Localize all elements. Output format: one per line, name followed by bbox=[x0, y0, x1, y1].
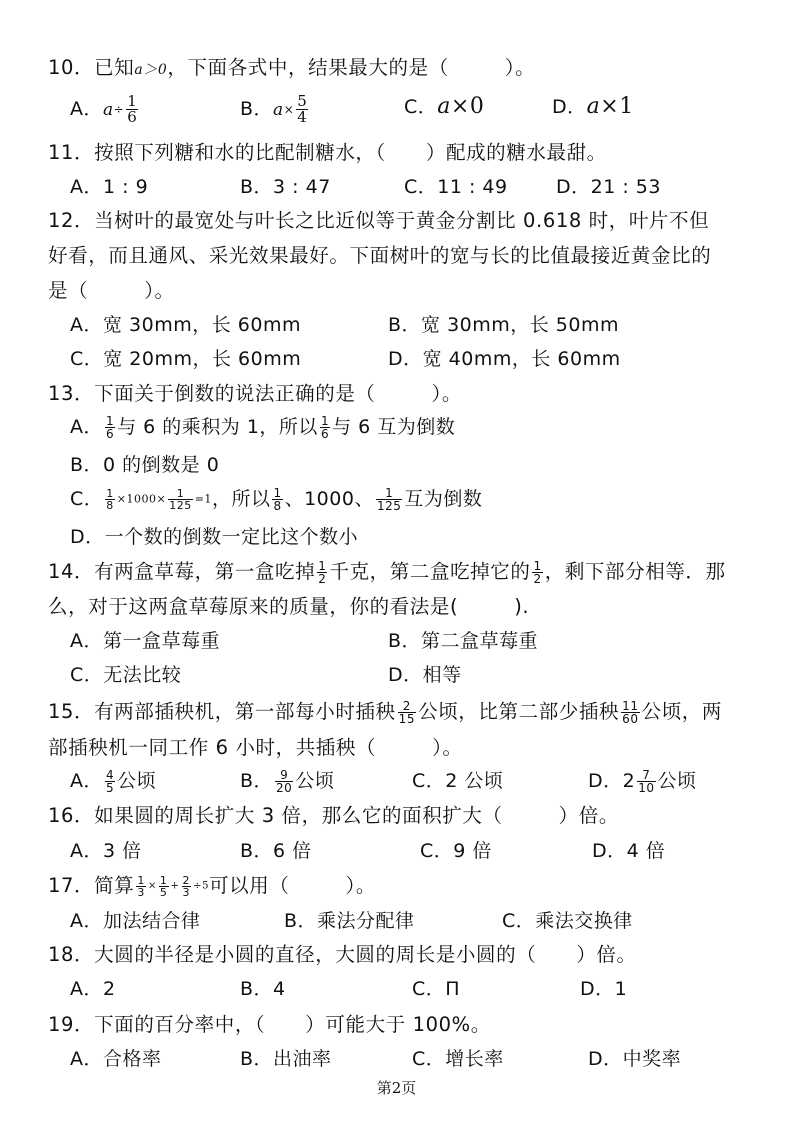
question-14-option-d: D．相等 bbox=[388, 664, 462, 686]
question-13-stem: 13．下面关于倒数的说法正确的是（ ）。 bbox=[48, 382, 462, 405]
question-18-option-a: A．2 bbox=[70, 978, 116, 1000]
question-14-line-1: 14．有两盒草莓，第一盒吃掉 $\frac{1}{2}$ 千克，第二盒吃掉它的 $\frac{1}{2}$ ，剩下部分相等．那 bbox=[48, 559, 726, 586]
question-19-option-b: B．出油率 bbox=[240, 1048, 332, 1070]
question-14-option-c: C．无法比较 bbox=[70, 664, 182, 686]
question-11-option-b: B．3 : 47 bbox=[240, 176, 331, 198]
question-16-stem: 16．如果圆的周长扩大 3 倍，那么它的面积扩大（ ）倍。 bbox=[48, 804, 619, 827]
question-17-option-b: B．乘法分配律 bbox=[284, 910, 415, 932]
question-11-option-a: A．1 : 9 bbox=[70, 176, 149, 198]
question-14-option-a: A．第一盒草莓重 bbox=[70, 630, 220, 652]
question-12-line-1: 12．当树叶的最宽处与叶长之比近似等于黄金分割比 0.618 时，叶片不但 bbox=[48, 209, 710, 232]
question-19-option-a: A．合格率 bbox=[70, 1048, 162, 1070]
question-10-option-a: A．a÷ $\frac{1}{6}$ bbox=[70, 92, 138, 126]
question-16-option-b: B．6 倍 bbox=[240, 840, 312, 862]
question-14-line-2: 么，对于这两盒草莓原来的质量，你的看法是( ). bbox=[48, 595, 530, 618]
question-17-option-c: C．乘法交换律 bbox=[502, 910, 633, 932]
question-12-option-b: B．宽 30mm，长 50mm bbox=[388, 314, 620, 336]
question-14-option-b: B．第二盒草莓重 bbox=[388, 630, 539, 652]
question-11-option-d: D．21 : 53 bbox=[556, 176, 661, 198]
question-11-stem: 11．按照下列糖和水的比配制糖水，（ ）配成的糖水最甜。 bbox=[48, 141, 607, 164]
question-15-option-d: D．2 $\frac{7}{10}$ 公顷 bbox=[588, 768, 697, 795]
question-12-option-c: C．宽 20mm，长 60mm bbox=[70, 348, 302, 370]
question-18-option-c: C．Π bbox=[412, 978, 461, 1000]
question-10-option-c: C．a×0 bbox=[404, 94, 485, 119]
question-12-line-2: 好看，而且通风、采光效果最好。下面树叶的宽与长的比值最接近黄金比的 bbox=[48, 244, 712, 267]
question-16-option-d: D．4 倍 bbox=[592, 840, 666, 862]
question-18-option-d: D．1 bbox=[580, 978, 628, 1000]
question-13-option-b: B．0 的倒数是 0 bbox=[70, 454, 220, 476]
question-13-option-d: D．一个数的倒数一定比这个数小 bbox=[70, 526, 359, 548]
question-12-option-a: A．宽 30mm，长 60mm bbox=[70, 314, 301, 336]
question-10-option-d: D．a×1 bbox=[552, 94, 634, 119]
question-16-option-c: C．9 倍 bbox=[420, 840, 492, 862]
question-18-stem: 18．大圆的半径是小圆的直径，大圆的周长是小圆的（ ）倍。 bbox=[48, 943, 637, 966]
question-15-line-2: 部插秧机一同工作 6 小时，共插秧（ ）。 bbox=[48, 736, 463, 759]
question-10-stem: 10．已知a＞0，下面各式中，结果最大的是（ ）。 bbox=[48, 56, 536, 79]
question-11-option-c: C．11 : 49 bbox=[404, 176, 508, 198]
question-19-option-c: C．增长率 bbox=[412, 1048, 504, 1070]
question-19-stem: 19．下面的百分率中，（ ）可能大于 100%。 bbox=[48, 1013, 491, 1036]
question-19-option-d: D．中奖率 bbox=[588, 1048, 682, 1070]
question-12-line-3: 是（ ）。 bbox=[48, 279, 175, 302]
question-16-option-a: A．3 倍 bbox=[70, 840, 142, 862]
question-15-option-c: C．2 公顷 bbox=[412, 770, 504, 792]
page-number: 第2页 bbox=[376, 1079, 417, 1097]
question-17-stem: 17．简算 $\frac{1}{3}$ × $\frac{1}{5}$ + $\frac{2}{3}$ ÷5可以用（ ）。 bbox=[48, 874, 376, 899]
question-15-line-1: 15．有两部插秧机，第一部每小时插秧 $\frac{2}{15}$ 公顷，比第二部少插秧 $\frac{11}{60}$ 公顷，两 bbox=[48, 699, 723, 726]
question-17-option-a: A．加法结合律 bbox=[70, 910, 201, 932]
question-18-option-b: B．4 bbox=[240, 978, 286, 1000]
question-13-option-a: A． $\frac{1}{6}$ 与 6 的乘积为 1，所以 $\frac{1}{6}$ 与 6 互为倒数 bbox=[70, 414, 456, 441]
question-13-option-c: C． $\frac{1}{8}$ ×1000× $\frac{1}{125}$ =1，所以 $\frac{1}{8}$ 、1000、 $\frac{1}{125}$ 互为倒数 bbox=[70, 486, 483, 513]
question-10-option-b: B．a× $\frac{5}{4}$ bbox=[240, 92, 308, 126]
question-12-option-d: D．宽 40mm，长 60mm bbox=[388, 348, 621, 370]
question-15-option-a: A． $\frac{4}{5}$ 公顷 bbox=[70, 768, 157, 795]
question-15-option-b: B． $\frac{9}{20}$ 公顷 bbox=[240, 768, 335, 795]
